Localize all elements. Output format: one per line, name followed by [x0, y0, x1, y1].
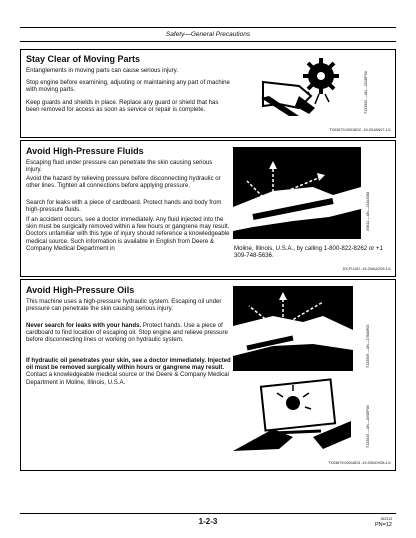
figure-code: X9811 —UN—23AUG88	[366, 191, 370, 231]
paragraph-warning-1	[26, 322, 231, 344]
high-pressure-fluid-illustration	[233, 147, 361, 239]
bold-lead: If hydraulic oil penetrates your skin, see a doctor immediately. Injected oil must be removed surgically within hours or gangrene may result.	[26, 357, 231, 372]
paragraph-rest: Protect hands. Use a piece of cardboard to find location of escaping oil. Stop engine and relieve pressure before disconnecting lines or working on hydraulic system.	[26, 322, 228, 344]
figure-code: T133592 —UN—23SEP00	[364, 71, 368, 114]
paragraph: Escaping fluid under pressure can penetrate the skin causing serious injury.	[26, 159, 213, 174]
section-high-pressure-oils	[20, 279, 396, 471]
reference-code: DX,FLUID -19-20AUG09-1/1	[342, 267, 391, 271]
footer-pn: PN=12	[375, 522, 392, 528]
header-title: Safety—General Precautions	[165, 31, 251, 38]
paragraph: If an accident occurs, see a doctor immediately. Any fluid injected into the skin must be surgically removed within a few hours or gangrene may result. Doctors unfamiliar with this type of injury should reference a knowledgeable medical source. Such information is available in English from Deere & Company Medical Department in	[26, 216, 230, 252]
reference-code: TX03679,00016D2 -19-03JAN07-1/1	[329, 128, 391, 132]
section-title: Avoid High-Pressure Oils	[26, 285, 135, 295]
footer-code: 062313	[380, 517, 392, 521]
section-moving-parts	[20, 49, 396, 138]
footer-rule	[20, 513, 396, 514]
paragraph: Keep guards and shields in place. Replace any guard or shield that has been removed for access as soon as service or repair is complete.	[26, 99, 219, 114]
paragraph: Avoid the hazard by relieving pressure before disconnecting hydraulic or other lines. Tighten all connections before applying pressure.	[26, 175, 221, 190]
section-high-pressure-fluids	[20, 140, 396, 277]
section-title: Avoid High-Pressure Fluids	[26, 146, 144, 156]
high-pressure-oil-illustration	[233, 286, 353, 371]
paragraph: Search for leaks with a piece of cardboard. Protect hands and body from high-pressure fluids.	[26, 199, 222, 214]
paragraph: Entanglements in moving parts can cause serious injury.	[26, 67, 178, 74]
paragraph-rest: Contact a knowledgeable medical source or the Deere & Company Medical Department in Moline, Illinois, U.S.A.	[26, 371, 229, 386]
cardboard-leak-check-illustration	[233, 377, 353, 455]
paragraph-continued: Moline, Illinois, U.S.A., by calling 1-800-822-8262 or +1 309-748-5636.	[234, 245, 383, 260]
figure-code: T133840 —UN—20SEP00	[366, 405, 370, 448]
bold-lead: Never search for leaks with your hands.	[26, 322, 142, 329]
reference-code: TX03679,00016D3 -19-03NOV08-1/1	[328, 461, 391, 465]
moving-parts-illustration	[259, 56, 357, 118]
page-header	[20, 27, 396, 42]
paragraph-warning-2	[26, 357, 231, 386]
section-title: Stay Clear of Moving Parts	[26, 54, 141, 64]
paragraph: This machine uses a high-pressure hydraulic system. Escaping oil under pressure can penetrate the skin causing serious injury.	[26, 298, 222, 313]
paragraph: Stop engine before examining, adjusting or maintaining any part of machine with moving parts.	[26, 79, 230, 94]
page-number: 1-2-3	[198, 517, 218, 526]
figure-code: T133509 —UN—17MAR00	[366, 324, 370, 368]
